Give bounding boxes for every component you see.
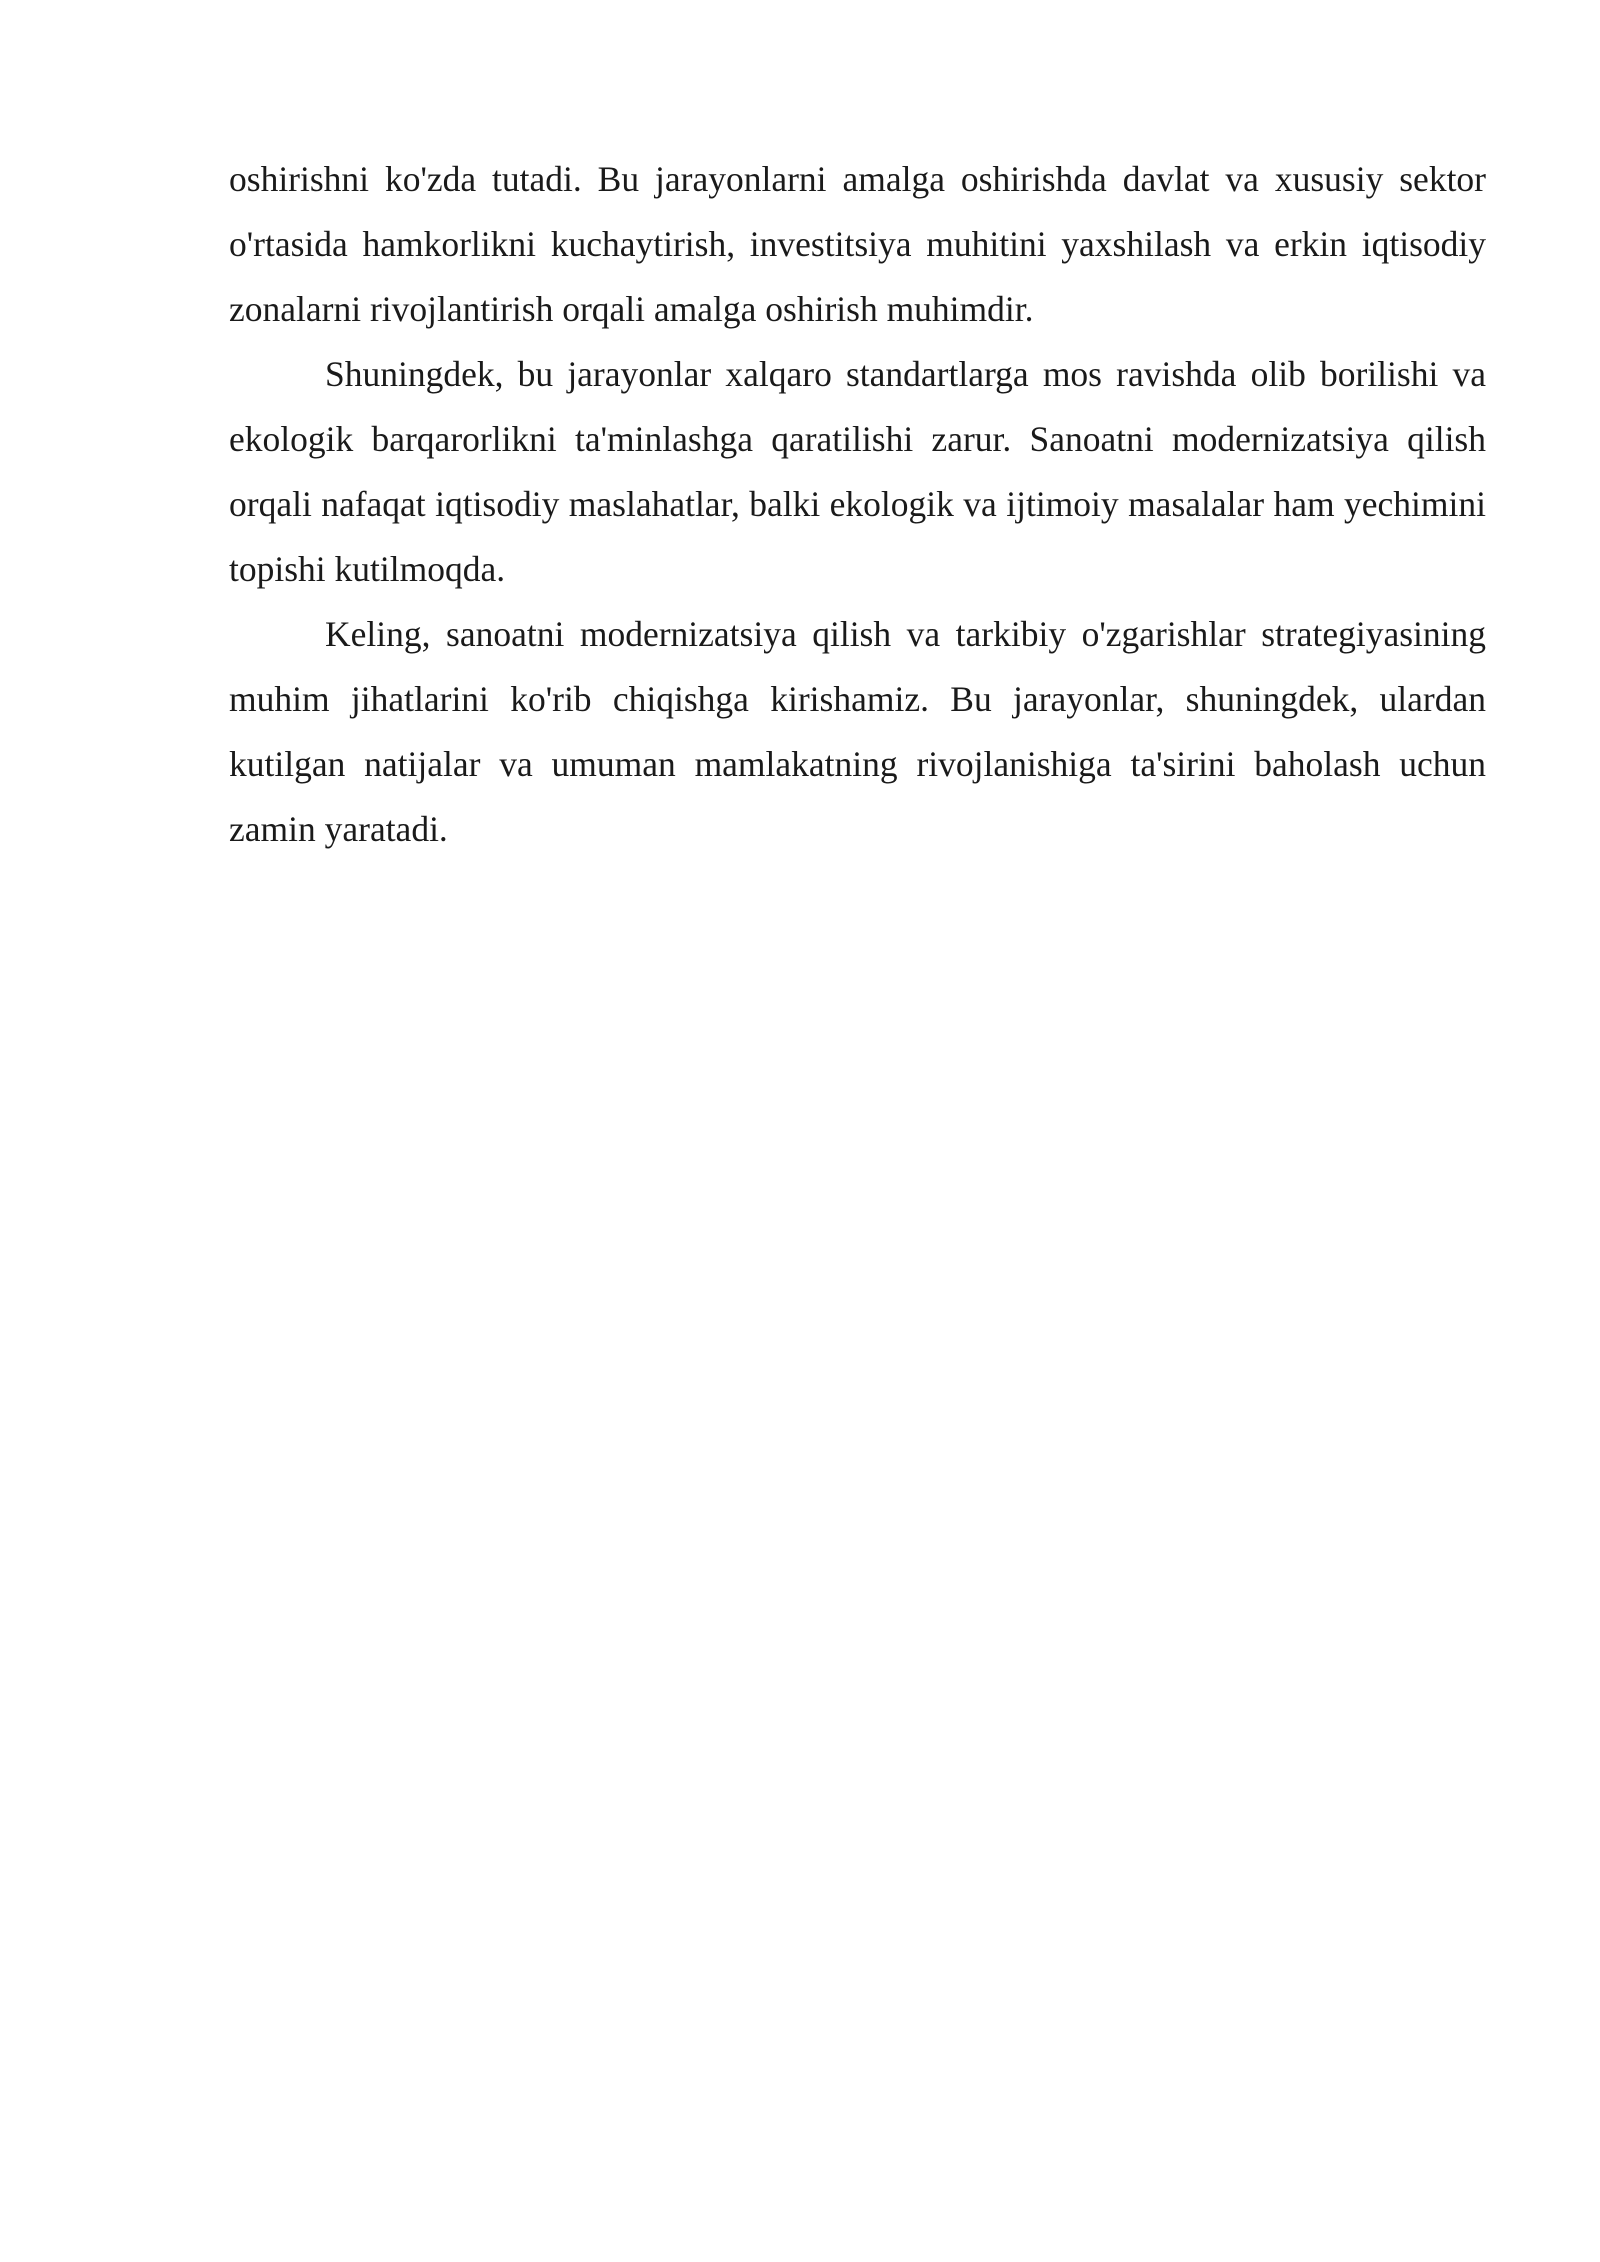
paragraph-ecology: Shuningdek, bu jarayonlar xalqaro standartlarga mos ravishda olib borilishi va ekologik barqarorlikni ta'minlashga qaratilishi zarur. Sanoatni modernizatsiya qilish orqali nafaqat iqtisodiy maslahatlar, balki ekologik va ijtimoiy masalalar ham yechimini topishi kutilmoqda.	[229, 354, 1486, 589]
paragraph-continuation: oshirishni ko'zda tutadi. Bu jarayonlarni amalga oshirishda davlat va xususiy sektor o'rtasida hamkorlikni kuchaytirish, investitsiya muhitini yaxshilash va erkin iqtisodiy zonalarni rivojlantirish orqali amalga oshirish muhimdir.	[229, 159, 1486, 329]
body-text	[229, 147, 1486, 862]
paragraph-strategy: Keling, sanoatni modernizatsiya qilish va tarkibiy o'zgarishlar strategiyasining muhim jihatlarini ko'rib chiqishga kirishamiz. Bu jarayonlar, shuningdek, ulardan kutilgan natijalar va umuman mamlakatning rivojlanishiga ta'sirini baholash uchun zamin yaratadi.	[229, 614, 1486, 849]
